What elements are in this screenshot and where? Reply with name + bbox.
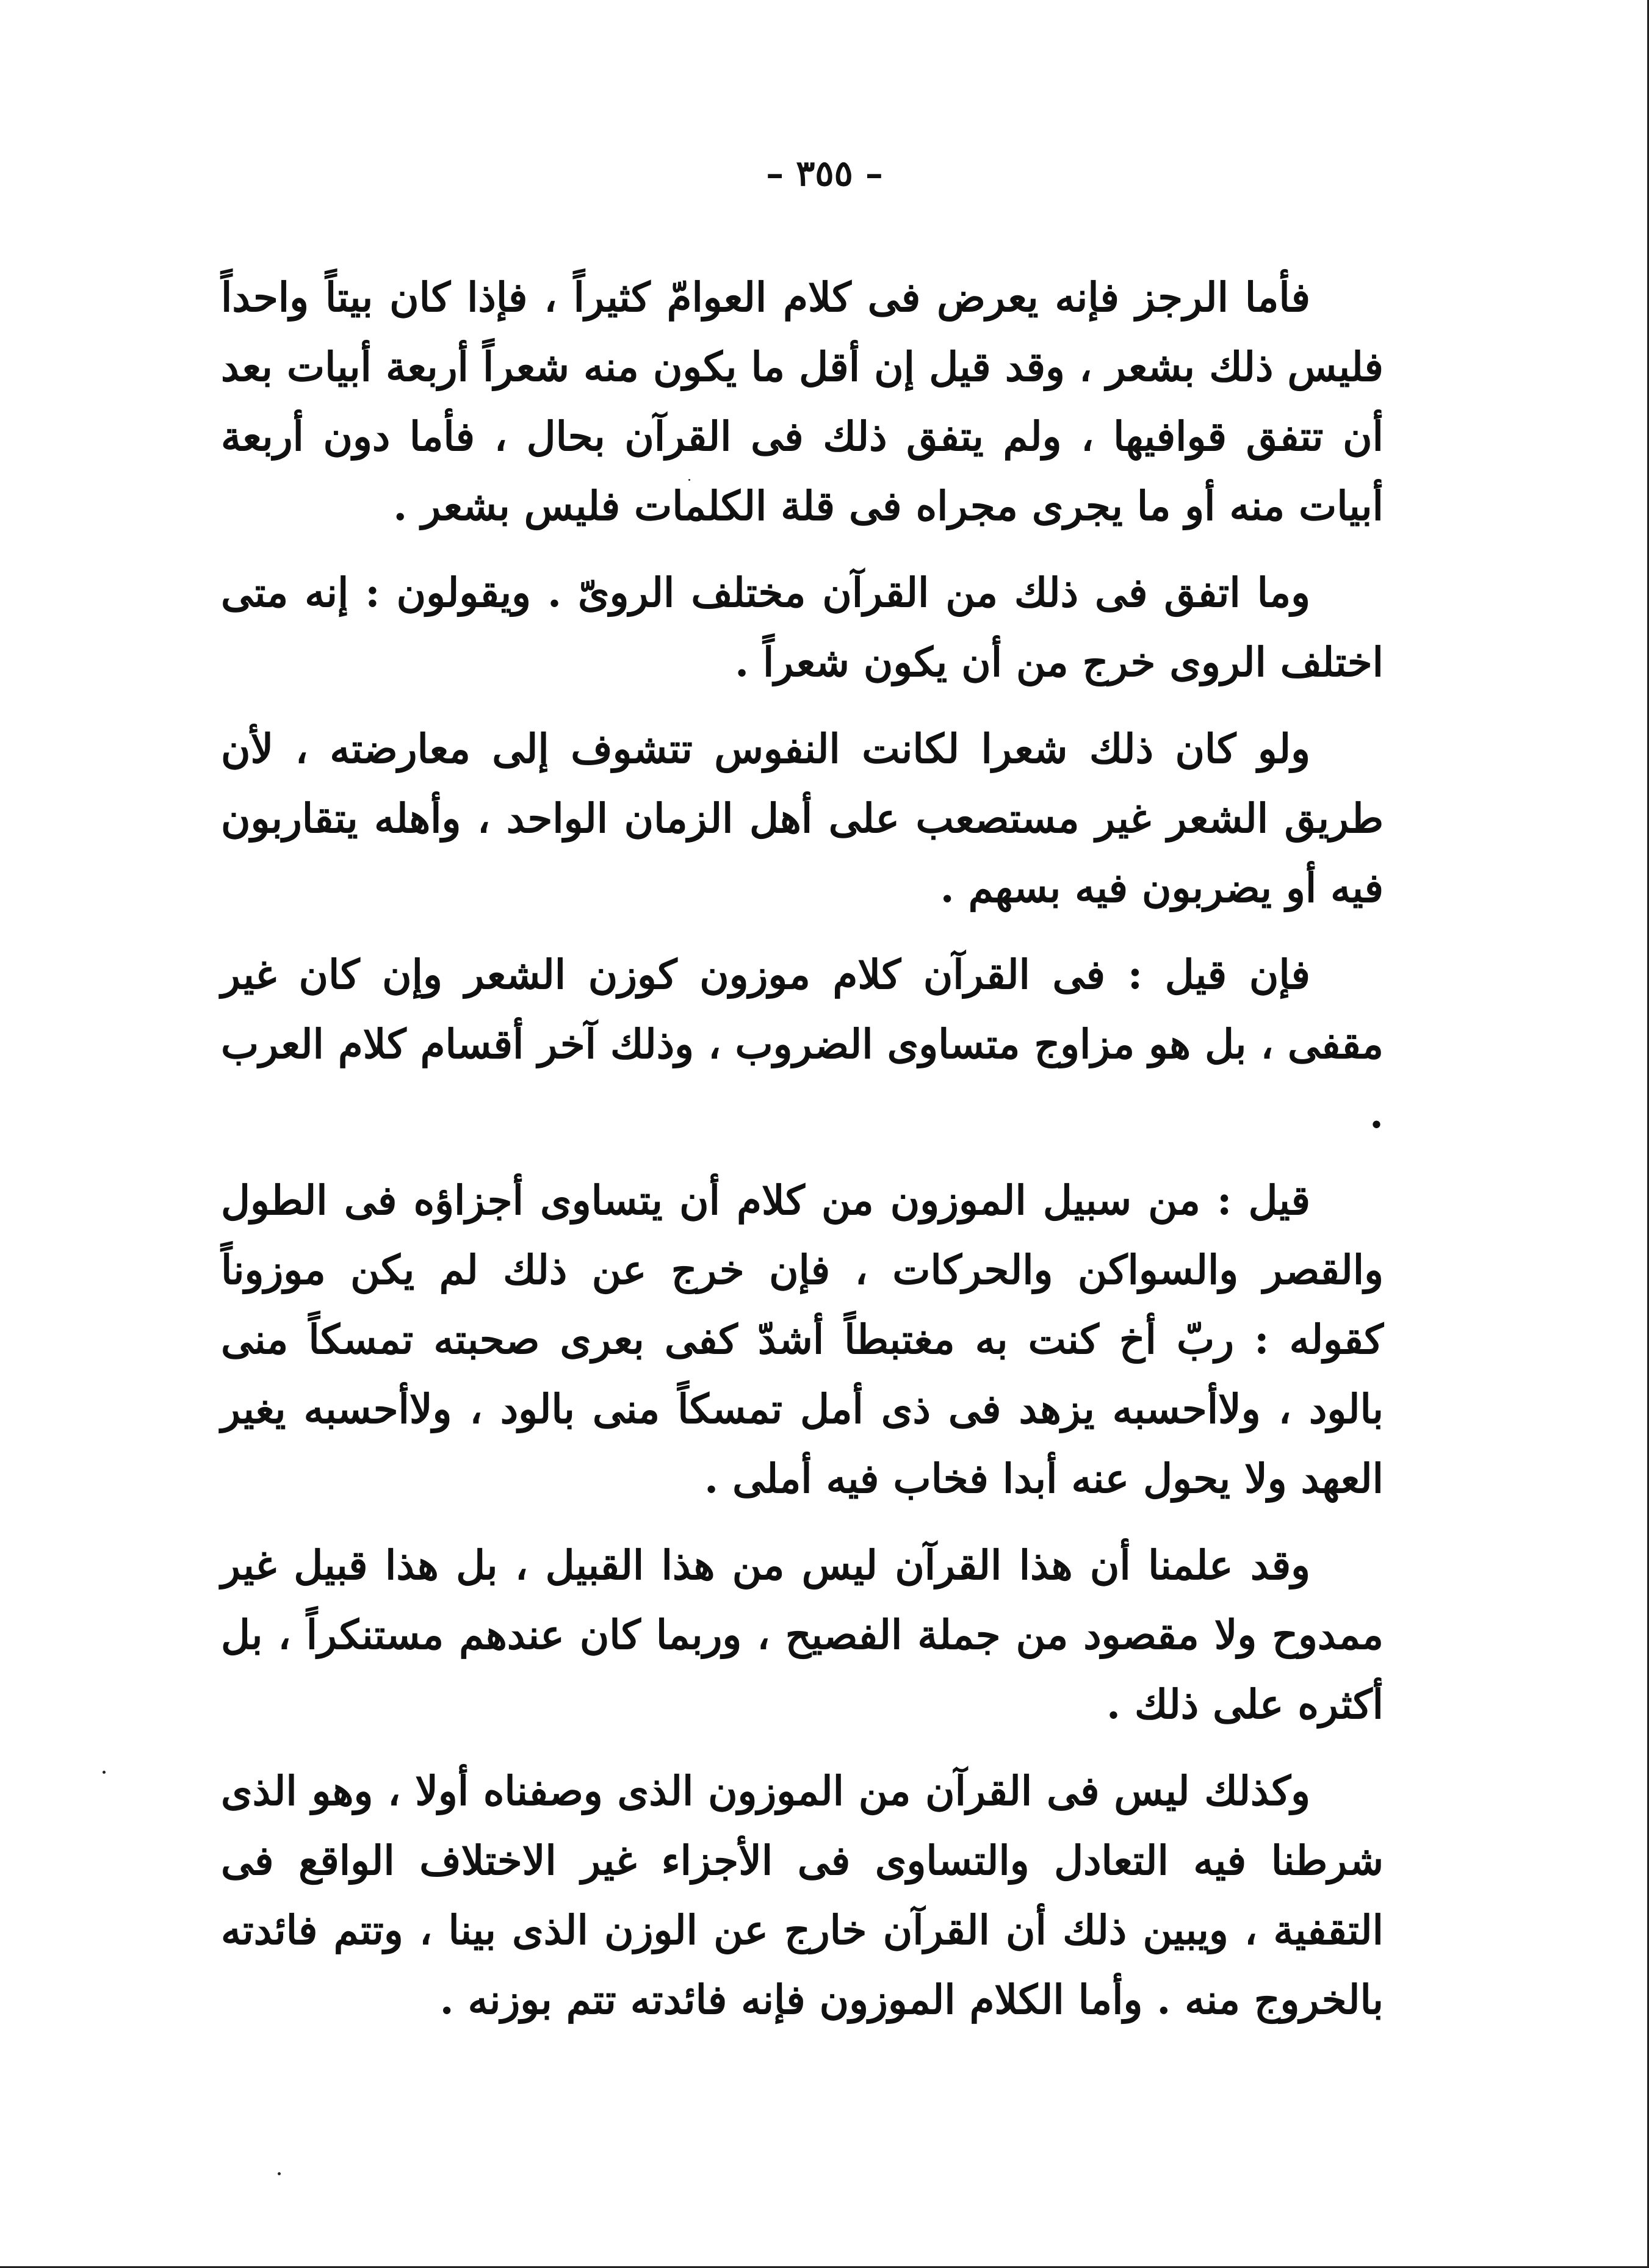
scan-speck — [688, 479, 690, 481]
scan-speck — [103, 1771, 106, 1774]
paragraph: فإن قيل : فى القرآن كلام موزون كوزن الشعر وإن كان غير مقفى ، بل هو مزاوج متساوى الضروب ، وذلك آخر أقسام كلام العرب . — [221, 951, 1384, 1137]
paragraph: وقد علمنا أن هذا القرآن ليس من هذا القبيل ، بل هذا قبيل غير ممدوح ولا مقصود من جملة الفصيح ، وربما كان عندهم مستنكراً ، بل أكثره على ذلك . — [221, 1541, 1384, 1728]
page-number: – ٣٥٥ – — [766, 153, 883, 194]
scan-speck — [278, 2172, 281, 2175]
paragraph: فأما الرجز فإنه يعرض فى كلام العوامّ كثيراً ، فإذا كان بيتاً واحداً فليس ذلك بشعر ، وقد قيل إن أقل ما يكون منه شعراً أربعة أبيات بعد أن تتفق قوافيها ، ولم يتفق ذلك فى القرآن بحال ، فأما دون أربعة أبيات منه أو ما يجرى مجراه فى قلة الكلمات فليس بشعر . — [221, 273, 1384, 530]
paragraph: قيل : من سبيل الموزون من كلام أن يتساوى أجزاؤه فى الطول والقصر والسواكن والحركات ، فإن خرج عن ذلك لم يكن موزوناً كقوله : ربّ أخ كنت به مغتبطاً أشدّ كفى بعرى صحبته تمسكاً منى بالود ، ولاأحسبه يزهد فى ذى أمل تمسكاً منى بالود ، ولاأحسبه يغير العهد ولا يحول عنه أبدا فخاب فيه أملى . — [221, 1176, 1384, 1502]
body-text — [221, 262, 1384, 2051]
paragraph: ولو كان ذلك شعرا لكانت النفوس تتشوف إلى معارضته ، لأن طريق الشعر غير مستصعب على أهل الزمان الواحد ، وأهله يتقاربون فيه أو يضربون فيه بسهم . — [221, 725, 1384, 912]
paragraph: وكذلك ليس فى القرآن من الموزون الذى وصفناه أولا ، وهو الذى شرطنا فيه التعادل والتساوى فى الأجزاء غير الاختلاف الواقع فى التقفية ، ويبين ذلك أن القرآن خارج عن الوزن الذى بينا ، وتتم فائدته بالخروج منه . وأما الكلام الموزون فإنه فائدته تتم بوزنه . — [221, 1767, 1384, 2023]
paragraph: وما اتفق فى ذلك من القرآن مختلف الروىّ . ويقولون : إنه متى اختلف الروى خرج من أن يكون شعراً . — [221, 569, 1384, 686]
